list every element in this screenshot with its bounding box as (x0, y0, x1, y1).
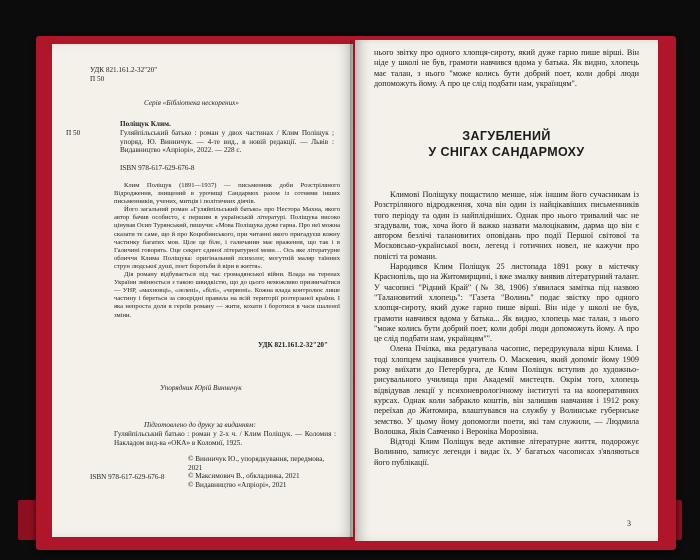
left-page (52, 44, 353, 537)
prepared-label: Підготовлено до друку за виданням: (144, 421, 256, 429)
body-paragraph-1: Климові Поліщуку пощастило менше, ніж іншим його сучасникам із Розстріляного відродження, хоча він один із найцікавіших письменників того періоду та один із найплідніших. Однак про нього тривалий час не згадували, тож, хоча його й важко назвати малоцікавим, дарма що він є автором безлічі талановитих оповідань про події Першої світової та Московсько-української воєн, легенд і готичних новел, не кажучи про повісті та романи. (374, 190, 639, 261)
chapter-body (374, 190, 639, 468)
abstract-paragraph-2: Його загальний роман «Гуляйпільський батько» про Нестора Махна, якого автор бачив особисто, є першим в українській літературі. Поліщука високо цінував Осип Турянський, пишучи: «Мова Поліщука дуже гарна. Про неї можна сказати те саме, що й про Коцюбинського, при читанні якого пригадуєш кожну частинку багатих мов. Ціле це біле, і галичанин має враження, що так і в Галичині говорять. Оце секрет єдиної літературної мови… Ось яке літературне обличчя Клима Поліщука: оригінальний психолог, могутній маляр таїнних струн людської душі, поет боротьби й віри в життя». (114, 206, 340, 270)
copyright-line: © Винничук Ю., упорядкування, передмова, 2021 (188, 455, 325, 472)
udk-bottom: УДК 821.161.2-32"20" (258, 341, 328, 349)
abstract-paragraph-1: Клим Поліщук (1891—1937) — письменник доби Розстріляного Відродження, знищений в урочищі Сандармох разом із сотнями інших письменників, учених, митців і політичних діячів. (114, 182, 340, 206)
code-side: П 50 (66, 129, 81, 137)
series-label: Серія «Бібліотека нескорених» (144, 99, 239, 107)
right-page (355, 40, 658, 541)
copyright-line: © Видавництво «Апріорі», 2021 (188, 480, 287, 489)
copyright-block (188, 455, 338, 489)
code-top: П 50 (90, 75, 105, 83)
body-paragraph-4: Відтоді Клим Поліщук веде активне літературне життя, подорожує Волинню, записує легенди і видає їх. У багатьох часописах з'являються його публікації. (374, 437, 639, 467)
prepared-text: Гуляйпільський батько : роман у 2-х ч. / Клим Поліщук. — Коломия : Накладом вид-ва «ОКА» в Коломиї, 1925. (114, 430, 336, 447)
biblio-description: Гуляйпільський батько : роман у двох частинах / Клим Поліщук ; упоряд. Ю. Винничук. — 4-те вид., в новій редакції. — Львів : Видавництво «Апріорі», 2022. — 228 с. (120, 129, 334, 155)
isbn-top: ISBN 978-617-629-676-8 (120, 164, 195, 172)
body-paragraph-3: Олена Пчілка, яка редагувала часопис, передрукувала вірш Клима. І тоді хлопцем зацікавився учитель О. Маскевич, який допоміг йому 1909 року виїхати до Петербурга, де Клим Поліщук вступив до художньо-рисувального училища при Академії мистецтв. Окрім того, хлопець відвідував лекції у психоневрологічному інституті та на кооперативних курсах. Однак коли забракло коштів, він залишив навчання і 1912 року переїхав до Житомира, влаштувався на службу у Волинське губернське земство. У цьому йому допомогли поети, які там служили, — Людмила Волошка, Яків Савченко і Вероніка Морозівна. (374, 344, 639, 436)
author-heading: Поліщук Клим. (120, 120, 171, 128)
chapter-title-line-2: У СНІГАХ САНДАРМОХУ (428, 145, 585, 159)
body-paragraph-2: Народився Клим Поліщук 25 листопада 1891 року в містечку Краснопіль, що на Житомирщині, і вже змалку виявив літературний талант. У часописі "Рідний Край" (№ 38, 1906) з'явилася замітка під назвою "Талановитий хлопець": "Газета "Волинь" подає звістку про одного хлопця-сироту, який дуже гарно пише вірші. Він ніде у школі не був, грамоти навчився вдома у батька... Як видно, хлопець має талан, з нього "може колись бути добрий поет, коли добрі люди допоможуть йому. А про це слід подбати нам, українцям"". (374, 262, 639, 344)
page-number: 3 (627, 519, 631, 528)
abstract-paragraph-3: Дія роману відбувається під час громадянської війни. Влада на теренах України змінюється з такою швидкістю, що до цього неможливо призвичаїтися — УНР, «махновці», «зелені», «білі», «червоні». Кожна влада контролює лише частину і береться за своєрідні правила на всій території розтерзаної країни. І яка непроста доля в героїв роману — жити, кохати і боротися в часи шаленої зміни. (114, 271, 340, 319)
abstract (114, 182, 340, 320)
compiler: Упорядник Юрій Винничук (160, 384, 242, 392)
isbn-bottom: ISBN 978-617-629-676-8 (90, 473, 165, 481)
udk-top: УДК 821.161.2-32"20" (90, 66, 158, 74)
top-fragment: нього звітку про одного хлопця-сироту, який дуже гарно пише вірші. Він нідe у школі не був, грамоти навчився вдома у батька. Як видно, хлопець має талан, з нього "може колись бути добрий поет, коли добрі люди допоможуть йому. А про це слід подбати нам, українцям". (374, 48, 639, 88)
chapter-title (395, 128, 618, 160)
copyright-line: © Максимович В., обкладинка, 2021 (188, 472, 300, 481)
chapter-title-line-1: ЗАГУБЛЕНИЙ (462, 129, 551, 143)
